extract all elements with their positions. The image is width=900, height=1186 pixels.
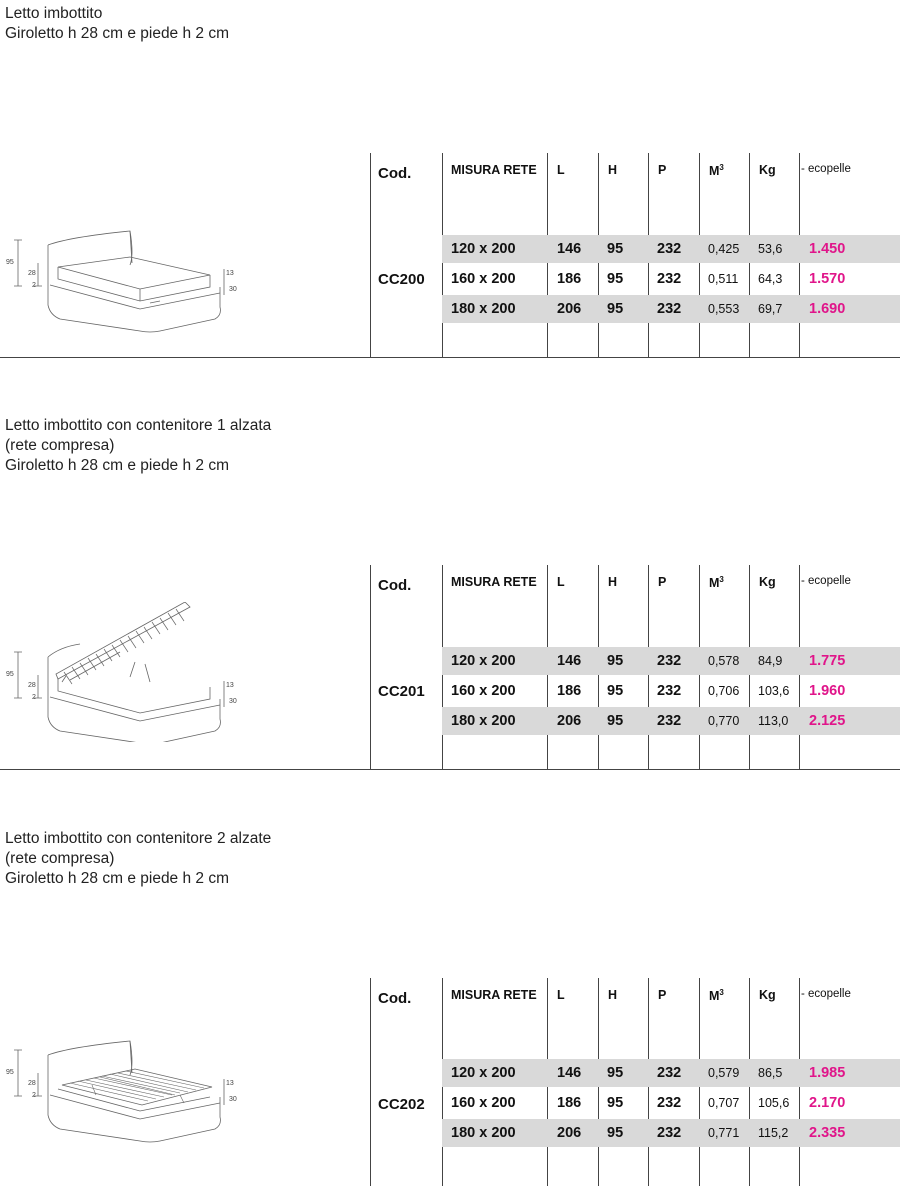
cell-m3: 0,707 (708, 1096, 740, 1110)
title-line: Giroletto h 28 cm e piede h 2 cm (5, 870, 230, 887)
header-kg: Kg (759, 163, 776, 177)
cell-price: 1.960 (809, 683, 846, 699)
product-code: CC200 (378, 271, 425, 288)
dim-label: 95 (6, 259, 14, 266)
header-finish: - ecopelle (801, 988, 851, 1000)
product-code: CC202 (378, 1096, 425, 1113)
title-line: (rete compresa) (5, 850, 115, 867)
table-row (442, 1089, 900, 1117)
cell-size: 160 x 200 (451, 271, 516, 287)
cell-size: 180 x 200 (451, 301, 516, 317)
header-cod: Cod. (378, 990, 412, 1007)
product-code: CC201 (378, 683, 425, 700)
dim-label: 28 (28, 1080, 36, 1087)
cell-price: 2.170 (809, 1095, 846, 1111)
header-misura: MISURA RETE (451, 988, 537, 1002)
table-row (442, 295, 900, 323)
header-cod: Cod. (378, 577, 412, 594)
title-line: Letto imbottito con contenitore 2 alzate (5, 830, 272, 847)
cell-h: 95 (607, 1065, 624, 1081)
cell-kg: 103,6 (758, 684, 790, 698)
table-row (442, 647, 900, 675)
dim-label: 30 (229, 698, 237, 705)
dim-label: 13 (226, 270, 234, 277)
header-l: L (557, 163, 565, 177)
title-line: Letto imbottito (5, 5, 103, 22)
cell-size: 160 x 200 (451, 1095, 516, 1111)
cell-h: 95 (607, 1095, 624, 1111)
cell-kg: 105,6 (758, 1096, 790, 1110)
title-line: Giroletto h 28 cm e piede h 2 cm (5, 457, 230, 474)
cell-h: 95 (607, 683, 624, 699)
header-h: H (608, 988, 618, 1002)
cell-p: 232 (657, 241, 682, 257)
cell-m3: 0,770 (708, 714, 740, 728)
cell-price: 1.985 (809, 1065, 846, 1081)
cell-h: 95 (607, 301, 624, 317)
cell-l: 146 (557, 1065, 582, 1081)
dim-label: 28 (28, 682, 36, 689)
table-row (442, 265, 900, 293)
dim-label: 28 (28, 270, 36, 277)
header-p: P (658, 575, 667, 589)
cell-p: 232 (657, 1125, 682, 1141)
cell-h: 95 (607, 241, 624, 257)
cell-h: 95 (607, 1125, 624, 1141)
table-row (442, 1059, 900, 1087)
cell-p: 232 (657, 1065, 682, 1081)
cell-h: 95 (607, 653, 624, 669)
dim-label: 95 (6, 671, 14, 678)
dim-label: 30 (229, 1096, 237, 1103)
title-line: Giroletto h 28 cm e piede h 2 cm (5, 25, 230, 42)
cell-price: 1.570 (809, 271, 846, 287)
cell-price: 1.775 (809, 653, 846, 669)
dim-label: 13 (226, 682, 234, 689)
section-title (5, 829, 271, 889)
cell-kg: 86,5 (758, 1066, 783, 1080)
cell-p: 232 (657, 301, 682, 317)
bed-drawing-two-lift (0, 1025, 250, 1165)
cell-l: 206 (557, 713, 582, 729)
cell-h: 95 (607, 713, 624, 729)
cell-l: 206 (557, 301, 582, 317)
cell-l: 186 (557, 683, 582, 699)
cell-m3: 0,511 (708, 272, 739, 286)
cell-kg: 115,2 (758, 1126, 789, 1140)
cell-l: 146 (557, 653, 582, 669)
cell-m3: 0,579 (708, 1066, 740, 1080)
table-row (442, 1119, 900, 1147)
dim-label: 2 (32, 1092, 36, 1099)
table-row (442, 707, 900, 735)
header-m3: $M^3$ (709, 163, 724, 179)
header-misura: MISURA RETE (451, 163, 537, 177)
section-title (5, 416, 271, 476)
cell-price: 2.125 (809, 713, 846, 729)
table-row (442, 677, 900, 705)
dim-label: 30 (229, 286, 237, 293)
header-m3: $M^3$ (709, 575, 724, 591)
dim-label: 2 (32, 694, 36, 701)
header-cod: Cod. (378, 165, 412, 182)
header-m3: $M^3$ (709, 988, 724, 1004)
cell-size: 120 x 200 (451, 241, 516, 257)
cell-l: 206 (557, 1125, 582, 1141)
title-line: (rete compresa) (5, 437, 115, 454)
cell-p: 232 (657, 713, 682, 729)
header-l: L (557, 988, 565, 1002)
cell-m3: 0,553 (708, 302, 740, 316)
cell-m3: 0,578 (708, 654, 740, 668)
cell-h: 95 (607, 271, 624, 287)
header-kg: Kg (759, 575, 776, 589)
cell-kg: 69,7 (758, 302, 783, 316)
dim-label: 2 (32, 282, 36, 289)
title-line: Letto imbottito con contenitore 1 alzata (5, 417, 272, 434)
header-h: H (608, 575, 618, 589)
cell-price: 1.690 (809, 301, 846, 317)
dim-label: 13 (226, 1080, 234, 1087)
header-finish: - ecopelle (801, 575, 851, 587)
cell-p: 232 (657, 1095, 682, 1111)
header-h: H (608, 163, 618, 177)
cell-l: 186 (557, 271, 582, 287)
price-table (370, 153, 900, 358)
cell-m3: 0,771 (708, 1126, 740, 1140)
cell-m3: 0,706 (708, 684, 740, 698)
header-misura: MISURA RETE (451, 575, 537, 589)
price-table (370, 565, 900, 770)
section-title (5, 4, 229, 44)
header-l: L (557, 575, 565, 589)
cell-size: 120 x 200 (451, 1065, 516, 1081)
cell-kg: 64,3 (758, 272, 783, 286)
price-table (370, 978, 900, 1186)
header-p: P (658, 163, 667, 177)
cell-p: 232 (657, 271, 682, 287)
dim-label: 95 (6, 1069, 14, 1076)
cell-size: 180 x 200 (451, 1125, 516, 1141)
cell-kg: 113,0 (758, 714, 789, 728)
bed-drawing-one-lift (0, 602, 250, 742)
cell-p: 232 (657, 653, 682, 669)
header-p: P (658, 988, 667, 1002)
cell-price: 2.335 (809, 1125, 846, 1141)
table-row (442, 235, 900, 263)
cell-p: 232 (657, 683, 682, 699)
cell-m3: 0,425 (708, 242, 740, 256)
bed-drawing (0, 215, 250, 355)
cell-l: 146 (557, 241, 582, 257)
header-finish: - ecopelle (801, 163, 851, 175)
cell-kg: 84,9 (758, 654, 783, 668)
cell-size: 180 x 200 (451, 713, 516, 729)
header-kg: Kg (759, 988, 776, 1002)
cell-size: 160 x 200 (451, 683, 516, 699)
cell-l: 186 (557, 1095, 582, 1111)
cell-price: 1.450 (809, 241, 846, 257)
cell-kg: 53,6 (758, 242, 783, 256)
cell-size: 120 x 200 (451, 653, 516, 669)
